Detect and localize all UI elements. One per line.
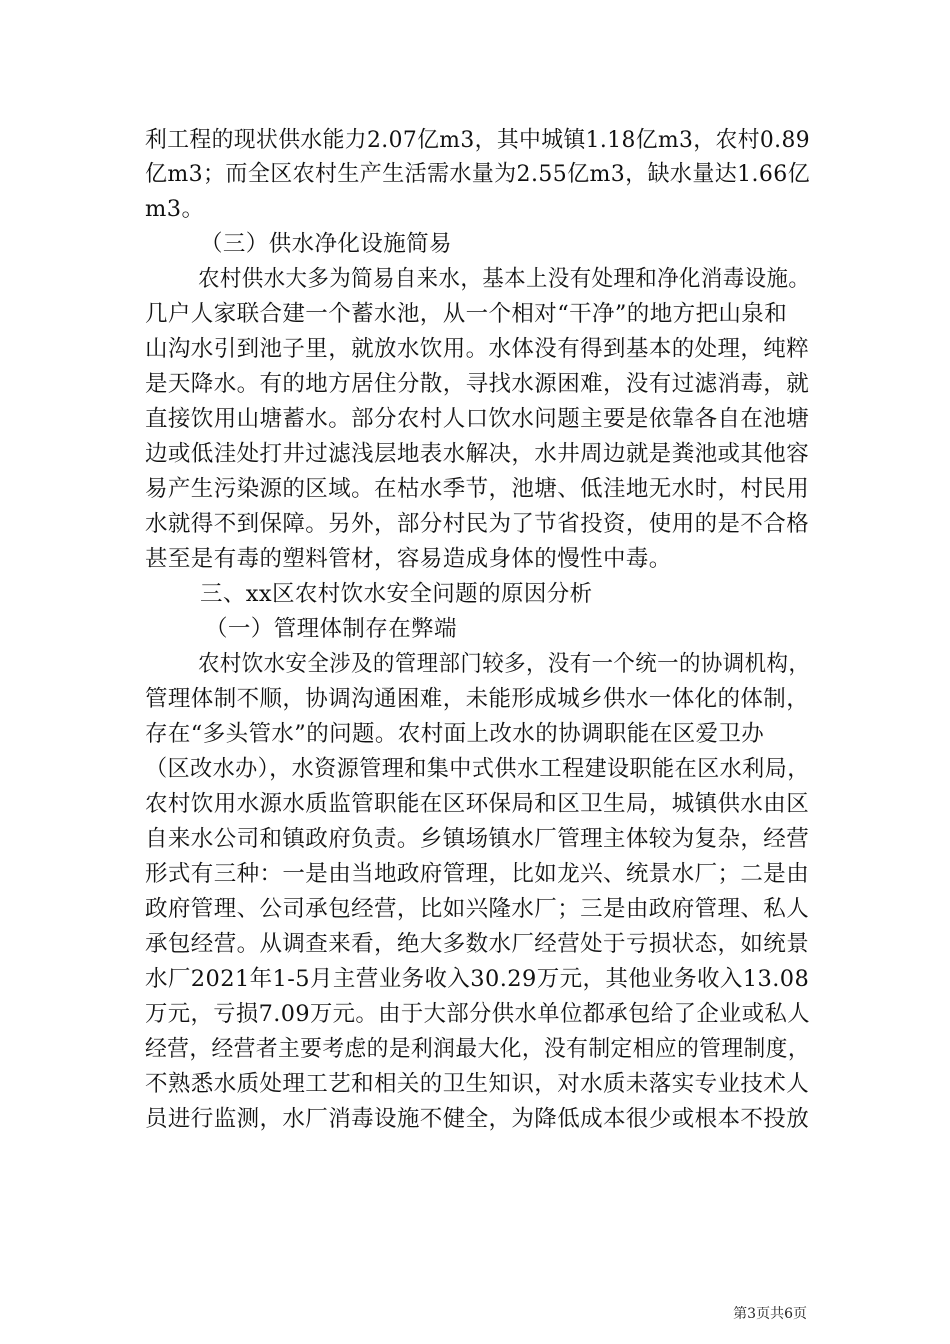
text-line: 万元，亏损7.09万元。由于大部分供水单位都承包给了企业或私人 [145,1001,810,1027]
text-line: 易产生污染源的区域。在枯水季节，池塘、低洼地无水时，村民用 [145,476,810,502]
section-heading: 三、xx区农村饮水安全问题的原因分析 [200,581,593,607]
text-line: 存在“多头管水”的问题。农村面上改水的协调职能在区爱卫办 [145,721,765,747]
text-line: 经营，经营者主要考虑的是利润最大化，没有制定相应的管理制度， [145,1036,811,1062]
section-heading: （三）供水净化设施简易 [200,231,452,257]
text-line: 直接饮用山塘蓄水。部分农村人口饮水问题主要是依靠各自在池塘 [145,406,810,432]
text-line: 农村饮水安全涉及的管理部门较多，没有一个统一的协调机构， [198,651,811,677]
text-line: 利工程的现状供水能力2.07亿m3，其中城镇1.18亿m3，农村0.89 [145,127,811,153]
text-line: 自来水公司和镇政府负责。乡镇场镇水厂管理主体较为复杂，经营 [145,826,810,852]
text-line: 形式有三种：一是由当地政府管理，比如龙兴、统景水厂；二是由 [145,861,810,887]
text-line: 是天降水。有的地方居住分散，寻找水源困难，没有过滤消毒，就 [145,371,810,397]
text-line: 承包经营。从调查来看，绝大多数水厂经营处于亏损状态，如统景 [145,931,810,957]
section-heading: （一）管理体制存在弊端 [205,616,457,642]
text-line: 不熟悉水质处理工艺和相关的卫生知识，对水质未落实专业技术人 [145,1071,810,1097]
text-line: 水厂2021年1-5月主营业务收入30.29万元，其他业务收入13.08 [145,966,810,992]
text-line: 边或低洼处打井过滤浅层地表水解决，水井周边就是粪池或其他容 [145,441,810,467]
text-line: 几户人家联合建一个蓄水池，从一个相对“干净”的地方把山泉和 [145,301,788,327]
text-line: m3。 [145,196,205,222]
page-number: 第3页共6页 [733,1306,807,1322]
text-line: 亿m3；而全区农村生产生活需水量为2.55亿m3，缺水量达1.66亿 [145,161,811,187]
text-line: （区改水办），水资源管理和集中式供水工程建设职能在区水利局， [145,756,810,782]
text-line: 农村饮用水源水质监管职能在区环保局和区卫生局，城镇供水由区 [145,791,810,817]
text-line: 员进行监测，水厂消毒设施不健全，为降低成本很少或根本不投放 [145,1106,810,1132]
text-line: 甚至是有毒的塑料管材，容易造成身体的慢性中毒。 [145,546,672,572]
text-line: 政府管理、公司承包经营，比如兴隆水厂；三是由政府管理、私人 [145,896,810,922]
text-line: 山沟水引到池子里，就放水饮用。水体没有得到基本的处理，纯粹 [145,336,810,362]
text-line: 管理体制不顺，协调沟通困难，未能形成城乡供水一体化的体制， [145,686,810,712]
text-line: 水就得不到保障。另外，部分村民为了节省投资，使用的是不合格 [145,511,810,537]
text-line: 农村供水大多为简易自来水，基本上没有处理和净化消毒设施。 [198,266,811,292]
